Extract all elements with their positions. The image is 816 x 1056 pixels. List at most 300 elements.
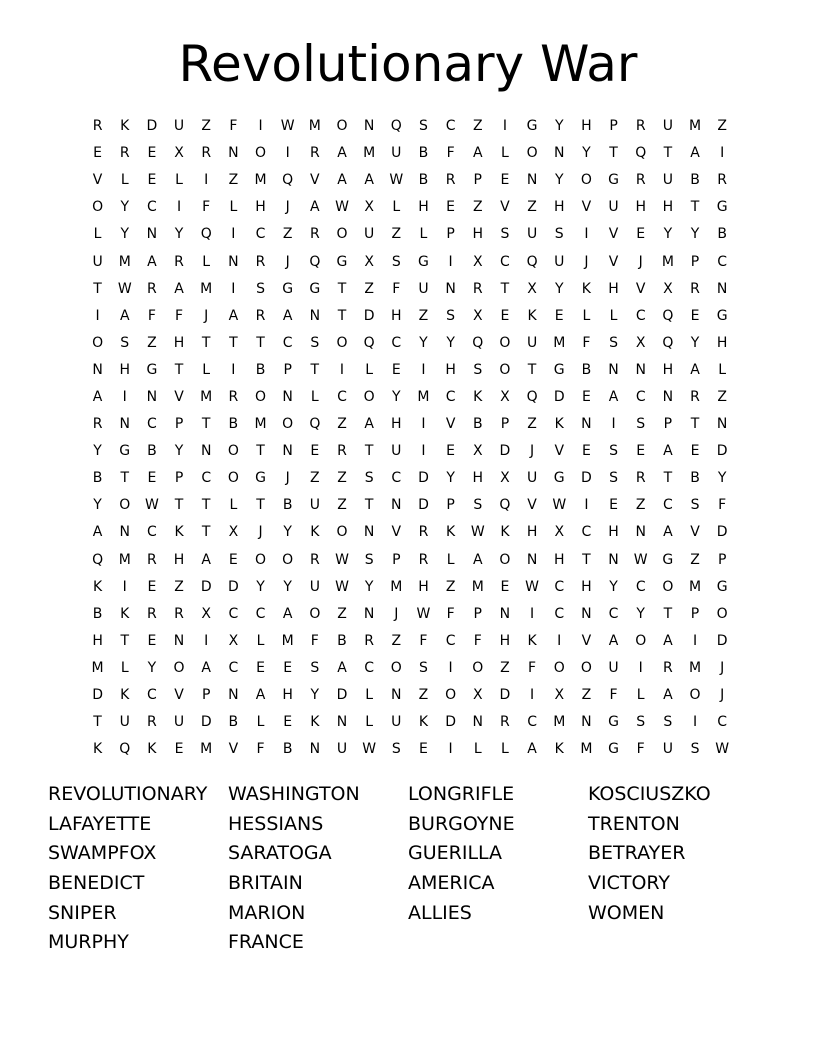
grid-letter[interactable]: S — [609, 334, 618, 351]
grid-letter[interactable]: O — [580, 659, 592, 676]
grid-letter[interactable]: U — [662, 118, 673, 135]
grid-letter[interactable]: N — [635, 524, 646, 541]
grid-letter[interactable]: Y — [663, 226, 673, 243]
grid-letter[interactable]: L — [473, 741, 482, 758]
grid-letter[interactable]: X — [554, 687, 565, 704]
grid-letter[interactable]: O — [445, 687, 457, 704]
grid-letter[interactable]: G — [662, 551, 674, 568]
grid-letter[interactable]: I — [530, 605, 535, 622]
grid-letter[interactable]: Z — [337, 416, 347, 433]
grid-letter[interactable]: D — [363, 307, 375, 324]
grid-letter[interactable]: S — [446, 307, 456, 324]
grid-letter[interactable]: L — [229, 497, 238, 514]
grid-letter[interactable]: T — [93, 280, 102, 297]
grid-letter[interactable]: Q — [499, 497, 511, 514]
grid-letter[interactable]: U — [662, 172, 673, 189]
grid-letter[interactable]: H — [418, 199, 429, 216]
grid-letter[interactable]: D — [92, 687, 103, 704]
grid-letter[interactable]: T — [201, 524, 211, 541]
grid-letter[interactable]: A — [255, 687, 266, 704]
grid-letter[interactable]: N — [173, 632, 185, 649]
grid-letter[interactable]: Q — [119, 741, 131, 758]
grid-letter[interactable]: E — [636, 443, 646, 460]
grid-letter[interactable]: K — [527, 307, 537, 324]
grid-letter[interactable]: U — [526, 334, 538, 351]
grid-letter[interactable]: L — [229, 199, 238, 216]
grid-letter[interactable]: T — [364, 497, 374, 514]
grid-letter[interactable]: R — [92, 118, 103, 135]
grid-letter[interactable]: C — [662, 497, 673, 514]
grid-letter[interactable]: V — [581, 199, 592, 216]
grid-letter[interactable]: A — [663, 687, 673, 704]
grid-letter[interactable]: Q — [526, 388, 538, 405]
grid-letter[interactable]: R — [201, 145, 212, 162]
grid-letter[interactable]: B — [228, 416, 239, 433]
grid-letter[interactable]: F — [473, 632, 482, 649]
grid-letter[interactable]: C — [445, 388, 456, 405]
grid-letter[interactable]: O — [282, 416, 294, 433]
grid-letter[interactable]: A — [228, 307, 239, 324]
grid-letter[interactable]: I — [448, 659, 453, 676]
grid-letter[interactable]: S — [609, 470, 618, 487]
grid-letter[interactable]: M — [91, 659, 104, 676]
grid-letter[interactable]: U — [608, 199, 619, 216]
grid-letter[interactable]: L — [582, 307, 591, 324]
grid-letter[interactable]: E — [147, 172, 157, 189]
grid-letter[interactable]: A — [608, 632, 619, 649]
grid-letter[interactable]: A — [690, 145, 700, 162]
grid-letter[interactable]: Y — [147, 659, 157, 676]
grid-letter[interactable]: A — [663, 524, 673, 541]
grid-letter[interactable]: Q — [472, 334, 484, 351]
grid-letter[interactable]: T — [609, 145, 618, 162]
grid-letter[interactable]: E — [609, 497, 618, 514]
grid-letter[interactable]: V — [635, 280, 646, 297]
grid-letter[interactable]: R — [119, 145, 130, 162]
grid-letter[interactable]: U — [608, 659, 619, 676]
grid-letter[interactable]: Z — [500, 659, 510, 676]
grid-letter[interactable]: K — [120, 687, 130, 704]
grid-letter[interactable]: I — [339, 361, 345, 378]
grid-letter[interactable]: K — [554, 741, 564, 758]
grid-letter[interactable]: O — [173, 659, 185, 676]
grid-letter[interactable]: Q — [309, 416, 321, 433]
grid-letter[interactable]: N — [526, 172, 538, 189]
grid-letter[interactable]: J — [638, 253, 643, 270]
grid-letter[interactable]: H — [119, 361, 130, 378]
grid-letter[interactable]: K — [527, 632, 537, 649]
grid-letter[interactable]: N — [662, 388, 674, 405]
grid-letter[interactable]: G — [716, 307, 728, 324]
grid-letter[interactable]: M — [688, 659, 702, 676]
grid-letter[interactable]: C — [554, 578, 565, 595]
grid-letter[interactable]: J — [285, 199, 290, 216]
grid-letter[interactable]: V — [92, 172, 103, 189]
grid-letter[interactable]: K — [554, 416, 564, 433]
grid-letter[interactable]: N — [146, 388, 158, 405]
grid-letter[interactable]: S — [419, 118, 428, 135]
grid-letter[interactable]: A — [147, 253, 157, 270]
grid-letter[interactable]: Y — [174, 443, 184, 460]
grid-letter[interactable]: P — [609, 118, 618, 135]
grid-letter[interactable]: P — [174, 416, 184, 433]
grid-letter[interactable]: E — [500, 172, 510, 189]
grid-letter[interactable]: I — [421, 443, 426, 460]
grid-letter[interactable]: J — [530, 443, 535, 460]
grid-letter[interactable]: C — [608, 605, 619, 622]
grid-letter[interactable]: N — [119, 416, 130, 433]
grid-letter[interactable]: N — [716, 280, 728, 297]
grid-letter[interactable]: L — [256, 714, 265, 731]
grid-letter[interactable]: X — [228, 632, 239, 649]
grid-letter[interactable]: N — [472, 714, 483, 731]
grid-letter[interactable]: O — [662, 578, 674, 595]
grid-letter[interactable]: G — [146, 361, 158, 378]
grid-letter[interactable]: V — [228, 741, 239, 758]
grid-letter[interactable]: E — [147, 145, 157, 162]
grid-letter[interactable]: L — [365, 714, 374, 731]
grid-letter[interactable]: D — [716, 632, 728, 649]
grid-letter[interactable]: Y — [582, 145, 591, 162]
grid-letter[interactable]: S — [364, 470, 374, 487]
grid-letter[interactable]: Z — [201, 118, 211, 135]
grid-letter[interactable]: W — [117, 280, 132, 297]
grid-letter[interactable]: O — [635, 632, 647, 649]
grid-letter[interactable]: N — [608, 551, 619, 568]
grid-letter[interactable]: Z — [174, 578, 184, 595]
grid-letter[interactable]: Q — [282, 172, 294, 189]
grid-letter[interactable]: H — [391, 416, 402, 433]
grid-letter[interactable]: K — [120, 605, 130, 622]
grid-letter[interactable]: O — [309, 605, 321, 622]
grid-letter[interactable]: B — [418, 145, 429, 162]
grid-letter[interactable]: Z — [282, 226, 293, 243]
grid-letter[interactable]: D — [716, 443, 728, 460]
grid-letter[interactable]: X — [201, 605, 211, 622]
grid-letter[interactable]: X — [500, 388, 510, 405]
grid-letter[interactable]: G — [282, 280, 294, 297]
grid-letter[interactable]: T — [337, 307, 347, 324]
grid-letter[interactable]: E — [391, 361, 401, 378]
grid-letter[interactable]: J — [204, 307, 209, 324]
grid-letter[interactable]: S — [609, 443, 618, 460]
grid-letter[interactable]: P — [473, 172, 482, 189]
grid-letter[interactable]: V — [554, 443, 565, 460]
grid-letter[interactable]: I — [584, 497, 589, 514]
grid-letter[interactable]: W — [362, 741, 377, 758]
grid-letter[interactable]: I — [448, 741, 453, 758]
grid-letter[interactable]: S — [690, 741, 700, 758]
grid-letter[interactable]: T — [310, 361, 320, 378]
grid-letter[interactable]: L — [501, 145, 509, 162]
grid-letter[interactable]: L — [446, 551, 455, 568]
grid-letter[interactable]: G — [553, 470, 565, 487]
grid-letter[interactable]: C — [228, 659, 239, 676]
grid-letter[interactable]: X — [472, 443, 483, 460]
grid-letter[interactable]: R — [635, 172, 646, 189]
grid-letter[interactable]: J — [285, 470, 290, 487]
grid-letter[interactable]: R — [445, 172, 456, 189]
grid-letter[interactable]: Y — [446, 334, 455, 351]
grid-letter[interactable]: G — [418, 253, 429, 270]
grid-letter[interactable]: S — [473, 497, 483, 514]
grid-letter[interactable]: C — [527, 714, 537, 731]
grid-letter[interactable]: T — [256, 334, 265, 351]
grid-letter[interactable]: C — [201, 470, 212, 487]
grid-letter[interactable]: M — [254, 172, 267, 189]
grid-letter[interactable]: I — [258, 118, 263, 135]
grid-letter[interactable]: H — [662, 361, 674, 378]
grid-letter[interactable]: G — [608, 714, 619, 731]
grid-letter[interactable]: P — [690, 253, 700, 270]
grid-letter[interactable]: R — [662, 659, 673, 676]
grid-letter[interactable]: F — [446, 145, 455, 162]
grid-letter[interactable]: W — [633, 551, 648, 568]
grid-letter[interactable]: S — [310, 334, 320, 351]
grid-letter[interactable]: L — [310, 388, 319, 405]
grid-letter[interactable]: R — [147, 280, 157, 297]
grid-letter[interactable]: O — [255, 388, 267, 405]
grid-letter[interactable]: K — [147, 741, 157, 758]
grid-letter[interactable]: Y — [717, 470, 727, 487]
grid-letter[interactable]: V — [690, 524, 700, 541]
grid-letter[interactable]: A — [364, 416, 374, 433]
grid-letter[interactable]: C — [500, 253, 510, 270]
grid-letter[interactable]: W — [335, 578, 349, 595]
grid-letter[interactable]: T — [120, 632, 130, 649]
grid-letter[interactable]: N — [228, 145, 239, 162]
grid-letter[interactable]: X — [500, 470, 510, 487]
grid-letter[interactable]: Y — [446, 470, 455, 487]
grid-letter[interactable]: E — [636, 226, 646, 243]
grid-letter[interactable]: I — [176, 199, 182, 216]
grid-letter[interactable]: R — [92, 416, 103, 433]
grid-letter[interactable]: N — [363, 524, 375, 541]
grid-letter[interactable]: N — [363, 118, 375, 135]
grid-letter[interactable]: U — [391, 443, 402, 460]
grid-letter[interactable]: N — [146, 226, 158, 243]
grid-letter[interactable]: W — [552, 497, 567, 514]
grid-letter[interactable]: R — [690, 388, 700, 405]
grid-letter[interactable]: M — [200, 280, 213, 297]
grid-letter[interactable]: I — [421, 416, 426, 433]
grid-letter[interactable]: A — [92, 524, 103, 541]
grid-letter[interactable]: U — [173, 714, 185, 731]
grid-letter[interactable]: D — [445, 714, 456, 731]
grid-letter[interactable]: D — [336, 687, 348, 704]
grid-letter[interactable]: N — [309, 741, 321, 758]
grid-letter[interactable]: M — [390, 578, 403, 595]
grid-letter[interactable]: A — [201, 659, 211, 676]
grid-letter[interactable]: R — [174, 605, 184, 622]
grid-letter[interactable]: U — [336, 741, 348, 758]
grid-letter[interactable]: H — [391, 307, 402, 324]
grid-letter[interactable]: C — [255, 605, 266, 622]
grid-letter[interactable]: A — [663, 632, 673, 649]
grid-letter[interactable]: H — [581, 118, 592, 135]
grid-letter[interactable]: S — [256, 280, 265, 297]
grid-letter[interactable]: K — [174, 524, 184, 541]
grid-letter[interactable]: O — [336, 226, 348, 243]
grid-letter[interactable]: J — [258, 524, 263, 541]
grid-letter[interactable]: I — [421, 361, 426, 378]
grid-letter[interactable]: F — [202, 199, 211, 216]
grid-letter[interactable]: N — [336, 714, 348, 731]
grid-letter[interactable]: H — [553, 199, 565, 216]
grid-letter[interactable]: H — [282, 687, 293, 704]
grid-letter[interactable]: V — [500, 199, 510, 216]
grid-letter[interactable]: P — [446, 226, 455, 243]
grid-letter[interactable]: R — [337, 443, 347, 460]
grid-letter[interactable]: Q — [662, 307, 674, 324]
grid-letter[interactable]: Z — [717, 118, 727, 135]
grid-letter[interactable]: Z — [310, 470, 320, 487]
grid-letter[interactable]: J — [285, 253, 290, 270]
grid-letter[interactable]: R — [147, 714, 157, 731]
grid-letter[interactable]: Y — [609, 578, 618, 595]
grid-letter[interactable]: M — [553, 334, 566, 351]
grid-letter[interactable]: T — [201, 334, 211, 351]
grid-letter[interactable]: O — [553, 659, 565, 676]
grid-letter[interactable]: H — [526, 524, 538, 541]
grid-letter[interactable]: L — [120, 172, 129, 189]
grid-letter[interactable]: S — [391, 253, 401, 270]
grid-letter[interactable]: Y — [554, 118, 564, 135]
grid-letter[interactable]: C — [445, 632, 456, 649]
grid-letter[interactable]: T — [256, 497, 265, 514]
grid-letter[interactable]: U — [554, 253, 565, 270]
grid-letter[interactable]: W — [280, 118, 295, 135]
grid-letter[interactable]: E — [419, 741, 428, 758]
grid-letter[interactable]: D — [418, 497, 429, 514]
grid-letter[interactable]: X — [364, 199, 374, 216]
grid-letter[interactable]: I — [448, 253, 453, 270]
grid-letter[interactable]: U — [364, 226, 375, 243]
grid-letter[interactable]: R — [228, 388, 239, 405]
grid-letter[interactable]: H — [255, 199, 266, 216]
grid-letter[interactable]: V — [174, 388, 184, 405]
grid-letter[interactable]: E — [228, 551, 238, 568]
grid-letter[interactable]: A — [472, 551, 483, 568]
grid-letter[interactable]: X — [663, 280, 673, 297]
grid-letter[interactable]: O — [689, 687, 701, 704]
grid-letter[interactable]: O — [336, 118, 348, 135]
grid-letter[interactable]: Z — [391, 632, 402, 649]
grid-letter[interactable]: T — [500, 280, 510, 297]
grid-letter[interactable]: C — [445, 118, 456, 135]
grid-letter[interactable]: Q — [390, 118, 402, 135]
grid-letter[interactable]: P — [500, 416, 510, 433]
grid-letter[interactable]: D — [499, 443, 511, 460]
grid-letter[interactable]: W — [335, 199, 349, 216]
grid-letter[interactable]: C — [635, 307, 646, 324]
grid-letter[interactable]: I — [638, 659, 643, 676]
grid-letter[interactable]: N — [445, 280, 456, 297]
grid-letter[interactable]: N — [635, 361, 646, 378]
grid-letter[interactable]: G — [716, 578, 728, 595]
grid-letter[interactable]: S — [663, 714, 673, 731]
grid-letter[interactable]: D — [553, 388, 565, 405]
grid-letter[interactable]: H — [92, 632, 103, 649]
grid-letter[interactable]: G — [526, 118, 538, 135]
grid-letter[interactable]: N — [581, 714, 592, 731]
grid-letter[interactable]: Y — [419, 334, 428, 351]
grid-letter[interactable]: S — [554, 226, 564, 243]
grid-letter[interactable]: E — [147, 578, 157, 595]
grid-letter[interactable]: E — [256, 659, 265, 676]
grid-letter[interactable]: F — [310, 632, 319, 649]
grid-letter[interactable]: S — [473, 361, 483, 378]
grid-letter[interactable]: T — [120, 470, 130, 487]
grid-letter[interactable]: J — [394, 605, 399, 622]
grid-letter[interactable]: I — [231, 226, 236, 243]
grid-letter[interactable]: I — [122, 578, 127, 595]
grid-letter[interactable]: N — [200, 443, 212, 460]
grid-letter[interactable]: E — [581, 388, 591, 405]
grid-letter[interactable]: A — [337, 659, 347, 676]
grid-letter[interactable]: W — [144, 497, 159, 514]
grid-letter[interactable]: A — [310, 199, 320, 216]
grid-letter[interactable]: H — [608, 524, 619, 541]
grid-letter[interactable]: X — [174, 145, 184, 162]
grid-letter[interactable]: Z — [337, 497, 347, 514]
grid-letter[interactable]: Z — [690, 551, 700, 568]
grid-letter[interactable]: B — [228, 714, 239, 731]
grid-letter[interactable]: N — [391, 497, 402, 514]
grid-letter[interactable]: E — [500, 578, 510, 595]
grid-letter[interactable]: G — [336, 253, 348, 270]
grid-letter[interactable]: G — [255, 470, 266, 487]
grid-letter[interactable]: N — [581, 605, 592, 622]
grid-letter[interactable]: A — [282, 307, 293, 324]
grid-letter[interactable]: N — [553, 145, 565, 162]
grid-letter[interactable]: P — [392, 551, 401, 568]
grid-letter[interactable]: H — [553, 551, 565, 568]
grid-letter[interactable]: H — [418, 578, 429, 595]
grid-letter[interactable]: H — [662, 199, 674, 216]
grid-letter[interactable]: L — [609, 307, 618, 324]
grid-letter[interactable]: A — [364, 172, 374, 189]
grid-letter[interactable]: G — [119, 443, 131, 460]
grid-letter[interactable]: M — [417, 388, 430, 405]
grid-letter[interactable]: I — [692, 632, 698, 649]
grid-letter[interactable]: Y — [93, 497, 102, 514]
grid-letter[interactable]: K — [418, 714, 429, 731]
grid-letter[interactable]: W — [416, 605, 431, 622]
grid-letter[interactable]: N — [282, 388, 293, 405]
grid-letter[interactable]: F — [528, 659, 537, 676]
grid-letter[interactable]: R — [635, 118, 646, 135]
grid-letter[interactable]: Y — [120, 199, 130, 216]
grid-letter[interactable]: F — [256, 741, 265, 758]
grid-letter[interactable]: M — [363, 145, 376, 162]
grid-letter[interactable]: I — [231, 280, 236, 297]
grid-letter[interactable]: L — [718, 361, 727, 378]
grid-letter[interactable]: I — [502, 118, 507, 135]
grid-letter[interactable]: M — [118, 551, 131, 568]
grid-letter[interactable]: C — [255, 226, 266, 243]
grid-letter[interactable]: S — [636, 714, 646, 731]
grid-letter[interactable]: P — [174, 470, 184, 487]
grid-letter[interactable]: M — [471, 578, 484, 595]
grid-letter[interactable]: F — [609, 687, 618, 704]
grid-letter[interactable]: M — [580, 741, 593, 758]
grid-letter[interactable]: V — [391, 524, 402, 541]
grid-letter[interactable]: O — [472, 659, 484, 676]
grid-letter[interactable]: I — [530, 687, 535, 704]
grid-letter[interactable]: O — [526, 145, 538, 162]
grid-letter[interactable]: N — [282, 443, 293, 460]
